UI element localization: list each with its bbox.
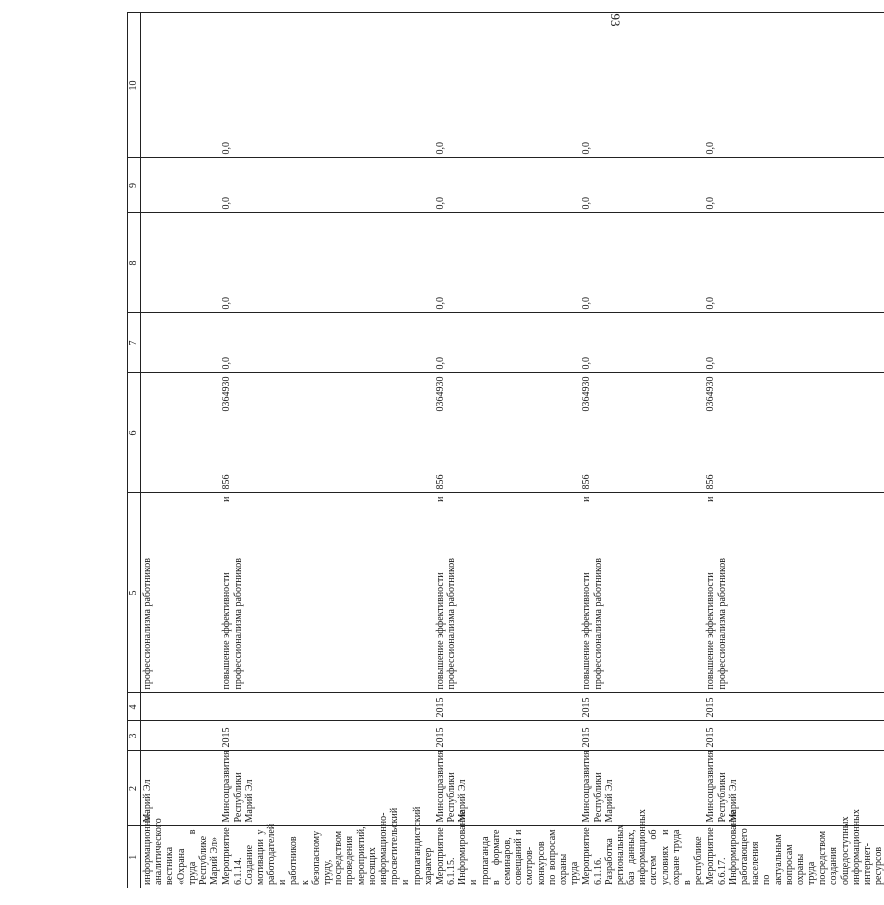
header-col-9: 9 xyxy=(128,158,141,213)
cell-col-9 xyxy=(220,158,434,213)
cell-col-1 xyxy=(434,810,581,888)
table-row xyxy=(704,13,884,888)
cell-text: 2015 xyxy=(705,697,717,718)
cell-col-8 xyxy=(434,213,580,313)
cell-col-9 xyxy=(580,158,704,213)
cell-text: 2015 xyxy=(434,727,446,748)
cell-col-1 xyxy=(220,806,434,888)
cell-col-4 xyxy=(141,693,221,721)
page-number: 93 xyxy=(608,13,623,27)
cell-col-10 xyxy=(580,13,704,158)
cell-col-4 xyxy=(580,693,704,721)
cell-col-7 xyxy=(220,313,434,373)
cell-col-8 xyxy=(220,213,434,313)
conjunction-text: и xyxy=(434,496,446,502)
cell-text: Мероприятие 6.1.15. Информирование и пропаганда в формате семинаров, совещаний и смотров-конкурсов по вопросам охраны труда xyxy=(434,810,581,885)
cell-col-9 xyxy=(704,158,884,213)
table-row xyxy=(434,13,580,888)
cell-text: Мероприятие 6.1.16. Разработка региональных баз данных, информационных систем об условиях и охране труда в республике xyxy=(581,809,705,885)
cell-text: 0,0 xyxy=(581,297,593,310)
cell-text: 2015 xyxy=(221,727,233,748)
cell-col-6 xyxy=(704,373,884,493)
cell-col-1 xyxy=(580,809,705,888)
header-col-10: 10 xyxy=(128,13,141,158)
cell-col-7 xyxy=(434,313,580,373)
column-number-header-row xyxy=(128,13,141,888)
classification-code: 0364930 xyxy=(434,376,446,412)
header-col-1: 1 xyxy=(128,826,141,888)
cell-col-5 xyxy=(580,493,704,693)
cell-text: 2015 xyxy=(581,727,593,748)
table-row xyxy=(220,13,434,888)
cell-text: 2015 xyxy=(705,727,717,748)
cell-col-10 xyxy=(220,13,434,158)
conjunction-text: и xyxy=(221,496,233,502)
result-text: повышение эффективности профессионализма работников xyxy=(221,557,244,690)
budget-code: 856 xyxy=(705,474,717,490)
header-col-6: 6 xyxy=(128,373,141,493)
conjunction-text: и xyxy=(581,496,593,502)
table-row xyxy=(580,13,704,888)
table-row xyxy=(141,13,221,888)
cell-text: 0,0 xyxy=(221,297,233,310)
header-col-7: 7 xyxy=(128,313,141,373)
header-col-2: 2 xyxy=(128,751,141,826)
cell-col-1 xyxy=(704,809,884,888)
cell-col-7 xyxy=(141,313,221,373)
cell-col-8 xyxy=(141,213,221,313)
cell-col-10 xyxy=(704,13,884,158)
cell-col-4 xyxy=(220,693,434,721)
classification-code: 0364930 xyxy=(581,376,593,412)
cell-col-5 xyxy=(434,493,580,693)
result-text: профессионализма работников xyxy=(142,557,153,690)
cell-text: Мероприятие 6.6.17. Информирование работающего населения по актуальным вопросам охраны труда посредством создания общедоступных информационных интернет- ресурсов xyxy=(705,809,884,885)
cell-text: 0,0 xyxy=(581,357,593,370)
cell-col-7 xyxy=(704,313,884,373)
budget-code: 856 xyxy=(221,474,233,490)
cell-text: Минсоцразвития Республики Марий Эл xyxy=(705,750,739,823)
cell-col-6 xyxy=(141,373,221,493)
cell-col-6 xyxy=(580,373,704,493)
cell-text: 0,0 xyxy=(221,197,233,210)
cell-text: Мероприятие 6.1.14. Создание мотивации у работодателей и работников к безопасному труду, посредством проведения мероприятий, носящих информационно-просветительский и пропагандистский характер xyxy=(221,806,434,885)
cell-text: 0,0 xyxy=(581,197,593,210)
cell-col-9 xyxy=(141,158,221,213)
cell-col-9 xyxy=(434,158,580,213)
cell-text: Минсоцразвития Республики Марий Эл xyxy=(221,750,255,823)
cell-col-8 xyxy=(580,213,704,313)
result-text: повышение эффективности профессионализма работников xyxy=(581,557,604,690)
cell-text: 0,0 xyxy=(581,142,593,155)
header-col-3: 3 xyxy=(128,721,141,751)
cell-col-10 xyxy=(434,13,580,158)
header-col-8: 8 xyxy=(128,213,141,313)
classification-code: 0364930 xyxy=(705,376,717,412)
cell-col-3 xyxy=(434,721,580,751)
cell-text: Минсоцразвития Республики Марий Эл xyxy=(434,750,469,823)
cell-col-1 xyxy=(141,812,221,888)
cell-text: 0,0 xyxy=(705,357,717,370)
cell-text: 0,0 xyxy=(434,197,446,210)
cell-col-2 xyxy=(434,751,580,826)
cell-text: 0,0 xyxy=(434,297,446,310)
cell-text: 0,0 xyxy=(221,357,233,370)
result-text: повышение эффективности профессионализма работников xyxy=(434,557,458,690)
cell-text: Марий Эл xyxy=(142,779,153,823)
cell-col-5 xyxy=(141,493,221,693)
header-col-4: 4 xyxy=(128,693,141,721)
budget-code: 856 xyxy=(434,474,446,490)
cell-col-6 xyxy=(434,373,580,493)
cell-text: 0,0 xyxy=(705,142,717,155)
cell-col-3 xyxy=(704,721,884,751)
cell-text: 2015 xyxy=(581,697,593,718)
cell-text: 2015 xyxy=(434,697,446,718)
cell-col-4 xyxy=(704,693,884,721)
cell-col-7 xyxy=(580,313,704,373)
cell-text: 0,0 xyxy=(434,142,446,155)
header-col-5: 5 xyxy=(128,493,141,693)
budget-code: 856 xyxy=(581,474,593,490)
cell-text: информационно-аналитического вестника «Охрана труда в Республике Марий Эл» xyxy=(142,812,221,885)
rotated-table-container xyxy=(127,13,884,888)
cell-col-10 xyxy=(141,13,221,158)
program-activities-table xyxy=(127,13,884,889)
cell-text: 0,0 xyxy=(434,357,446,370)
cell-col-5 xyxy=(220,493,434,693)
result-text: повышение эффективности профессионализма работников xyxy=(705,557,728,690)
cell-text: 0,0 xyxy=(221,142,233,155)
cell-col-3 xyxy=(220,721,434,751)
conjunction-text: и xyxy=(705,496,717,502)
cell-text: 0,0 xyxy=(705,297,717,310)
cell-col-5 xyxy=(704,493,884,693)
classification-code: 0364930 xyxy=(221,376,233,412)
cell-col-2 xyxy=(141,751,221,826)
cell-col-2 xyxy=(220,751,434,826)
cell-col-3 xyxy=(141,721,221,751)
cell-col-3 xyxy=(580,721,704,751)
cell-text: Минсоцразвития Республики Марий Эл xyxy=(581,750,615,823)
cell-col-6 xyxy=(220,373,434,493)
cell-col-8 xyxy=(704,213,884,313)
cell-col-4 xyxy=(434,693,580,721)
cell-text: 0,0 xyxy=(705,197,717,210)
